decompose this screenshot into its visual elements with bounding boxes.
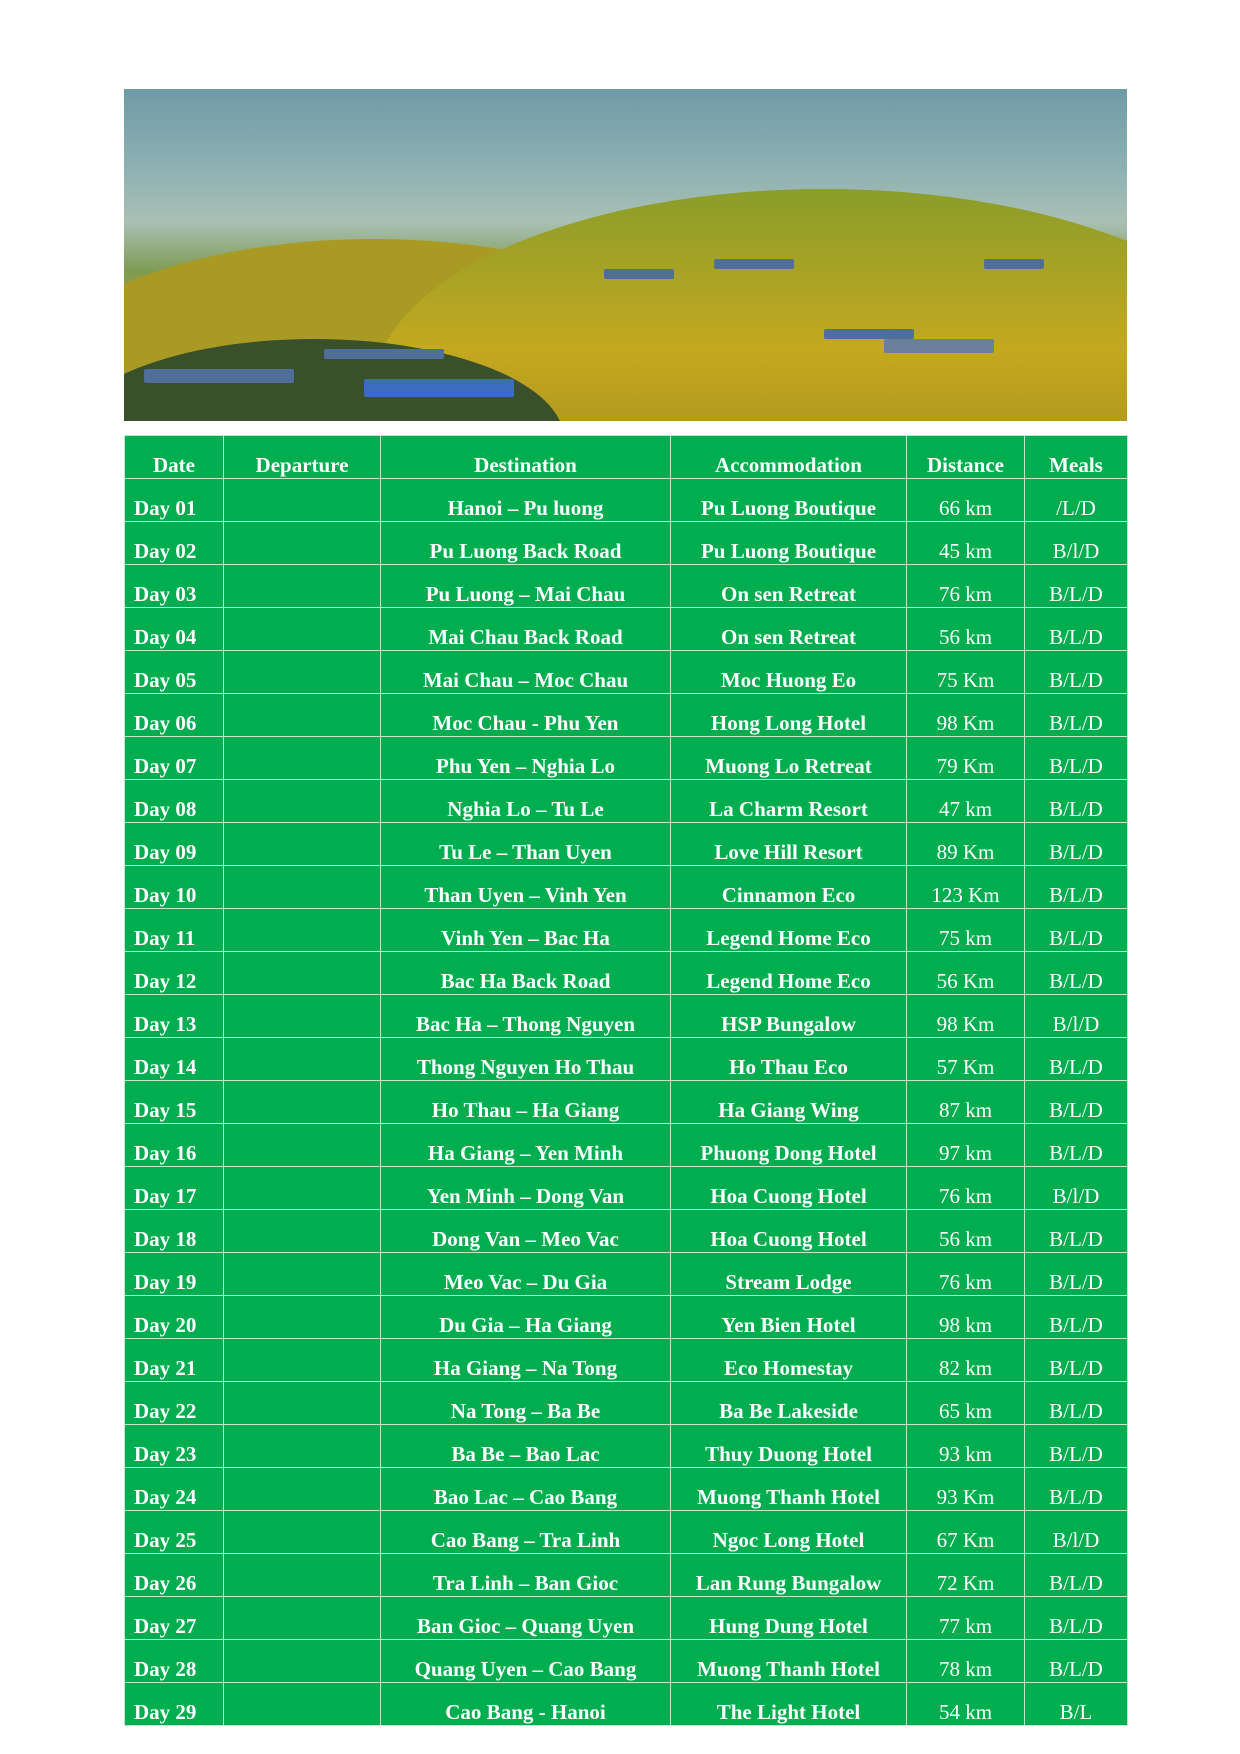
cell-accommodation: Love Hill Resort — [671, 823, 907, 866]
cell-destination: Ho Thau – Ha Giang — [381, 1081, 671, 1124]
cell-departure — [224, 1554, 381, 1597]
cell-departure — [224, 866, 381, 909]
cell-distance: 82 km — [907, 1339, 1025, 1382]
table-row — [125, 1683, 1128, 1726]
cell-destination: Cao Bang – Tra Linh — [381, 1511, 671, 1554]
cell-departure — [224, 1339, 381, 1382]
cell-accommodation: Ba Be Lakeside — [671, 1382, 907, 1425]
table-row — [125, 1124, 1128, 1167]
cell-meals: B/l/D — [1025, 995, 1128, 1038]
cell-date: Day 02 — [125, 522, 224, 565]
cell-meals: B/L/D — [1025, 1210, 1128, 1253]
cell-distance: 78 km — [907, 1640, 1025, 1683]
cell-destination: Tra Linh – Ban Gioc — [381, 1554, 671, 1597]
table-row — [125, 1081, 1128, 1124]
cell-departure — [224, 1382, 381, 1425]
cell-destination: Hanoi – Pu luong — [381, 479, 671, 522]
header-photo-rice-terraces — [124, 89, 1127, 421]
cell-meals: B/L/D — [1025, 780, 1128, 823]
cell-date: Day 01 — [125, 479, 224, 522]
table-row — [125, 651, 1128, 694]
cell-meals: B/L/D — [1025, 1554, 1128, 1597]
cell-accommodation: Pu Luong Boutique — [671, 479, 907, 522]
cell-date: Day 16 — [125, 1124, 224, 1167]
cell-date: Day 12 — [125, 952, 224, 995]
header-meals: Meals — [1025, 436, 1128, 479]
cell-date: Day 22 — [125, 1382, 224, 1425]
cell-date: Day 26 — [125, 1554, 224, 1597]
roof — [364, 379, 514, 397]
cell-accommodation: Pu Luong Boutique — [671, 522, 907, 565]
cell-destination: Vinh Yen – Bac Ha — [381, 909, 671, 952]
cell-date: Day 07 — [125, 737, 224, 780]
cell-distance: 57 Km — [907, 1038, 1025, 1081]
cell-distance: 75 km — [907, 909, 1025, 952]
table-row — [125, 1468, 1128, 1511]
table-row — [125, 1511, 1128, 1554]
table-row — [125, 737, 1128, 780]
cell-departure — [224, 780, 381, 823]
cell-date: Day 14 — [125, 1038, 224, 1081]
cell-departure — [224, 694, 381, 737]
cell-destination: Phu Yen – Nghia Lo — [381, 737, 671, 780]
table-row — [125, 1210, 1128, 1253]
cell-departure — [224, 1253, 381, 1296]
table-row — [125, 1425, 1128, 1468]
table-row — [125, 909, 1128, 952]
table-row — [125, 780, 1128, 823]
cell-date: Day 21 — [125, 1339, 224, 1382]
cell-departure — [224, 608, 381, 651]
roof — [144, 369, 294, 383]
cell-destination: Ba Be – Bao Lac — [381, 1425, 671, 1468]
cell-accommodation: Cinnamon Eco — [671, 866, 907, 909]
cell-date: Day 09 — [125, 823, 224, 866]
cell-date: Day 23 — [125, 1425, 224, 1468]
cell-departure — [224, 1124, 381, 1167]
cell-distance: 98 Km — [907, 995, 1025, 1038]
cell-date: Day 08 — [125, 780, 224, 823]
cell-accommodation: La Charm Resort — [671, 780, 907, 823]
header-departure: Departure — [224, 436, 381, 479]
cell-accommodation: Ha Giang Wing — [671, 1081, 907, 1124]
cell-date: Day 27 — [125, 1597, 224, 1640]
cell-accommodation: Thuy Duong Hotel — [671, 1425, 907, 1468]
cell-meals: B/l/D — [1025, 1167, 1128, 1210]
cell-meals: B/L/D — [1025, 1081, 1128, 1124]
cell-accommodation: Eco Homestay — [671, 1339, 907, 1382]
cell-meals: B/L/D — [1025, 694, 1128, 737]
cell-accommodation: On sen Retreat — [671, 608, 907, 651]
cell-meals: /L/D — [1025, 479, 1128, 522]
cell-accommodation: HSP Bungalow — [671, 995, 907, 1038]
cell-destination: Than Uyen – Vinh Yen — [381, 866, 671, 909]
cell-date: Day 11 — [125, 909, 224, 952]
cell-distance: 97 km — [907, 1124, 1025, 1167]
cell-date: Day 25 — [125, 1511, 224, 1554]
cell-destination: Bac Ha Back Road — [381, 952, 671, 995]
cell-date: Day 17 — [125, 1167, 224, 1210]
cell-departure — [224, 1296, 381, 1339]
cell-departure — [224, 651, 381, 694]
table-row — [125, 995, 1128, 1038]
table-row — [125, 1382, 1128, 1425]
cell-date: Day 06 — [125, 694, 224, 737]
cell-meals: B/L/D — [1025, 909, 1128, 952]
cell-date: Day 10 — [125, 866, 224, 909]
cell-date: Day 15 — [125, 1081, 224, 1124]
cell-meals: B/L/D — [1025, 1253, 1128, 1296]
cell-departure — [224, 1038, 381, 1081]
cell-departure — [224, 1468, 381, 1511]
cell-meals: B/L/D — [1025, 1597, 1128, 1640]
cell-distance: 56 Km — [907, 952, 1025, 995]
table-row — [125, 565, 1128, 608]
cell-date: Day 13 — [125, 995, 224, 1038]
cell-destination: Dong Van – Meo Vac — [381, 1210, 671, 1253]
table-row — [125, 823, 1128, 866]
cell-meals: B/L/D — [1025, 866, 1128, 909]
cell-distance: 76 km — [907, 565, 1025, 608]
cell-destination: Pu Luong Back Road — [381, 522, 671, 565]
cell-destination: Tu Le – Than Uyen — [381, 823, 671, 866]
cell-accommodation: Stream Lodge — [671, 1253, 907, 1296]
cell-destination: Cao Bang - Hanoi — [381, 1683, 671, 1726]
cell-meals: B/l/D — [1025, 522, 1128, 565]
cell-destination: Nghia Lo – Tu Le — [381, 780, 671, 823]
cell-departure — [224, 1210, 381, 1253]
cell-destination: Ha Giang – Na Tong — [381, 1339, 671, 1382]
table-row — [125, 479, 1128, 522]
roof — [824, 329, 914, 339]
cell-meals: B/L/D — [1025, 608, 1128, 651]
cell-accommodation: Ho Thau Eco — [671, 1038, 907, 1081]
cell-departure — [224, 995, 381, 1038]
cell-accommodation: Muong Thanh Hotel — [671, 1640, 907, 1683]
cell-accommodation: Ngoc Long Hotel — [671, 1511, 907, 1554]
table-row — [125, 1038, 1128, 1081]
cell-date: Day 29 — [125, 1683, 224, 1726]
cell-departure — [224, 1683, 381, 1726]
cell-meals: B/l/D — [1025, 1511, 1128, 1554]
cell-distance: 45 km — [907, 522, 1025, 565]
cell-meals: B/L/D — [1025, 823, 1128, 866]
table-row — [125, 1597, 1128, 1640]
cell-date: Day 04 — [125, 608, 224, 651]
cell-departure — [224, 909, 381, 952]
cell-date: Day 03 — [125, 565, 224, 608]
cell-distance: 89 Km — [907, 823, 1025, 866]
roof — [324, 349, 444, 359]
cell-meals: B/L/D — [1025, 1124, 1128, 1167]
header-date: Date — [125, 436, 224, 479]
cell-departure — [224, 1640, 381, 1683]
cell-destination: Du Gia – Ha Giang — [381, 1296, 671, 1339]
cell-accommodation: Hoa Cuong Hotel — [671, 1167, 907, 1210]
cell-destination: Ban Gioc – Quang Uyen — [381, 1597, 671, 1640]
cell-destination: Pu Luong – Mai Chau — [381, 565, 671, 608]
cell-distance: 98 km — [907, 1296, 1025, 1339]
cell-destination: Bac Ha – Thong Nguyen — [381, 995, 671, 1038]
cell-accommodation: Moc Huong Eo — [671, 651, 907, 694]
cell-distance: 76 km — [907, 1167, 1025, 1210]
cell-destination: Na Tong – Ba Be — [381, 1382, 671, 1425]
roof — [714, 259, 794, 269]
cell-accommodation: Hung Dung Hotel — [671, 1597, 907, 1640]
cell-departure — [224, 952, 381, 995]
table-row — [125, 1554, 1128, 1597]
cell-date: Day 20 — [125, 1296, 224, 1339]
cell-meals: B/L/D — [1025, 1382, 1128, 1425]
cell-date: Day 19 — [125, 1253, 224, 1296]
cell-destination: Ha Giang – Yen Minh — [381, 1124, 671, 1167]
cell-accommodation: Yen Bien Hotel — [671, 1296, 907, 1339]
cell-destination: Meo Vac – Du Gia — [381, 1253, 671, 1296]
cell-destination: Yen Minh – Dong Van — [381, 1167, 671, 1210]
cell-accommodation: Phuong Dong Hotel — [671, 1124, 907, 1167]
table-row — [125, 866, 1128, 909]
cell-distance: 123 Km — [907, 866, 1025, 909]
cell-date: Day 24 — [125, 1468, 224, 1511]
cell-meals: B/L/D — [1025, 1339, 1128, 1382]
roof — [604, 269, 674, 279]
header-destination: Destination — [381, 436, 671, 479]
cell-date: Day 05 — [125, 651, 224, 694]
table-row — [125, 1640, 1128, 1683]
cell-meals: B/L/D — [1025, 651, 1128, 694]
cell-meals: B/L/D — [1025, 1038, 1128, 1081]
cell-accommodation: The Light Hotel — [671, 1683, 907, 1726]
cell-departure — [224, 1167, 381, 1210]
cell-meals: B/L/D — [1025, 1296, 1128, 1339]
cell-meals: B/L/D — [1025, 952, 1128, 995]
cell-distance: 56 km — [907, 608, 1025, 651]
table-row — [125, 952, 1128, 995]
cell-departure — [224, 1425, 381, 1468]
cell-accommodation: Muong Lo Retreat — [671, 737, 907, 780]
cell-meals: B/L/D — [1025, 737, 1128, 780]
cell-departure — [224, 522, 381, 565]
table-row — [125, 1167, 1128, 1210]
table-row — [125, 1296, 1128, 1339]
cell-distance: 75 Km — [907, 651, 1025, 694]
cell-distance: 47 km — [907, 780, 1025, 823]
cell-accommodation: On sen Retreat — [671, 565, 907, 608]
cell-destination: Mai Chau Back Road — [381, 608, 671, 651]
roof — [884, 339, 994, 353]
cell-meals: B/L/D — [1025, 1425, 1128, 1468]
cell-distance: 72 Km — [907, 1554, 1025, 1597]
cell-departure — [224, 737, 381, 780]
cell-meals: B/L — [1025, 1683, 1128, 1726]
cell-departure — [224, 479, 381, 522]
cell-accommodation: Legend Home Eco — [671, 909, 907, 952]
cell-distance: 66 km — [907, 479, 1025, 522]
itinerary-table — [124, 435, 1128, 1726]
cell-distance: 65 km — [907, 1382, 1025, 1425]
cell-accommodation: Legend Home Eco — [671, 952, 907, 995]
cell-date: Day 18 — [125, 1210, 224, 1253]
cell-distance: 93 km — [907, 1425, 1025, 1468]
cell-distance: 87 km — [907, 1081, 1025, 1124]
cell-departure — [224, 823, 381, 866]
cell-meals: B/L/D — [1025, 1468, 1128, 1511]
table-row — [125, 608, 1128, 651]
cell-distance: 56 km — [907, 1210, 1025, 1253]
cell-meals: B/L/D — [1025, 1640, 1128, 1683]
cell-distance: 76 km — [907, 1253, 1025, 1296]
table-row — [125, 1339, 1128, 1382]
table-row — [125, 522, 1128, 565]
header-accommodation: Accommodation — [671, 436, 907, 479]
cell-distance: 79 Km — [907, 737, 1025, 780]
cell-accommodation: Hong Long Hotel — [671, 694, 907, 737]
cell-departure — [224, 1511, 381, 1554]
cell-destination: Moc Chau - Phu Yen — [381, 694, 671, 737]
table-header-row — [125, 436, 1128, 479]
cell-departure — [224, 1081, 381, 1124]
cell-distance: 93 Km — [907, 1468, 1025, 1511]
cell-distance: 54 km — [907, 1683, 1025, 1726]
cell-departure — [224, 1597, 381, 1640]
cell-distance: 98 Km — [907, 694, 1025, 737]
table-row — [125, 1253, 1128, 1296]
cell-distance: 67 Km — [907, 1511, 1025, 1554]
cell-date: Day 28 — [125, 1640, 224, 1683]
cell-destination: Thong Nguyen Ho Thau — [381, 1038, 671, 1081]
cell-destination: Bao Lac – Cao Bang — [381, 1468, 671, 1511]
cell-accommodation: Lan Rung Bungalow — [671, 1554, 907, 1597]
cell-departure — [224, 565, 381, 608]
table-row — [125, 694, 1128, 737]
cell-meals: B/L/D — [1025, 565, 1128, 608]
cell-accommodation: Hoa Cuong Hotel — [671, 1210, 907, 1253]
header-distance: Distance — [907, 436, 1025, 479]
cell-destination: Quang Uyen – Cao Bang — [381, 1640, 671, 1683]
cell-distance: 77 km — [907, 1597, 1025, 1640]
cell-destination: Mai Chau – Moc Chau — [381, 651, 671, 694]
roof — [984, 259, 1044, 269]
cell-accommodation: Muong Thanh Hotel — [671, 1468, 907, 1511]
